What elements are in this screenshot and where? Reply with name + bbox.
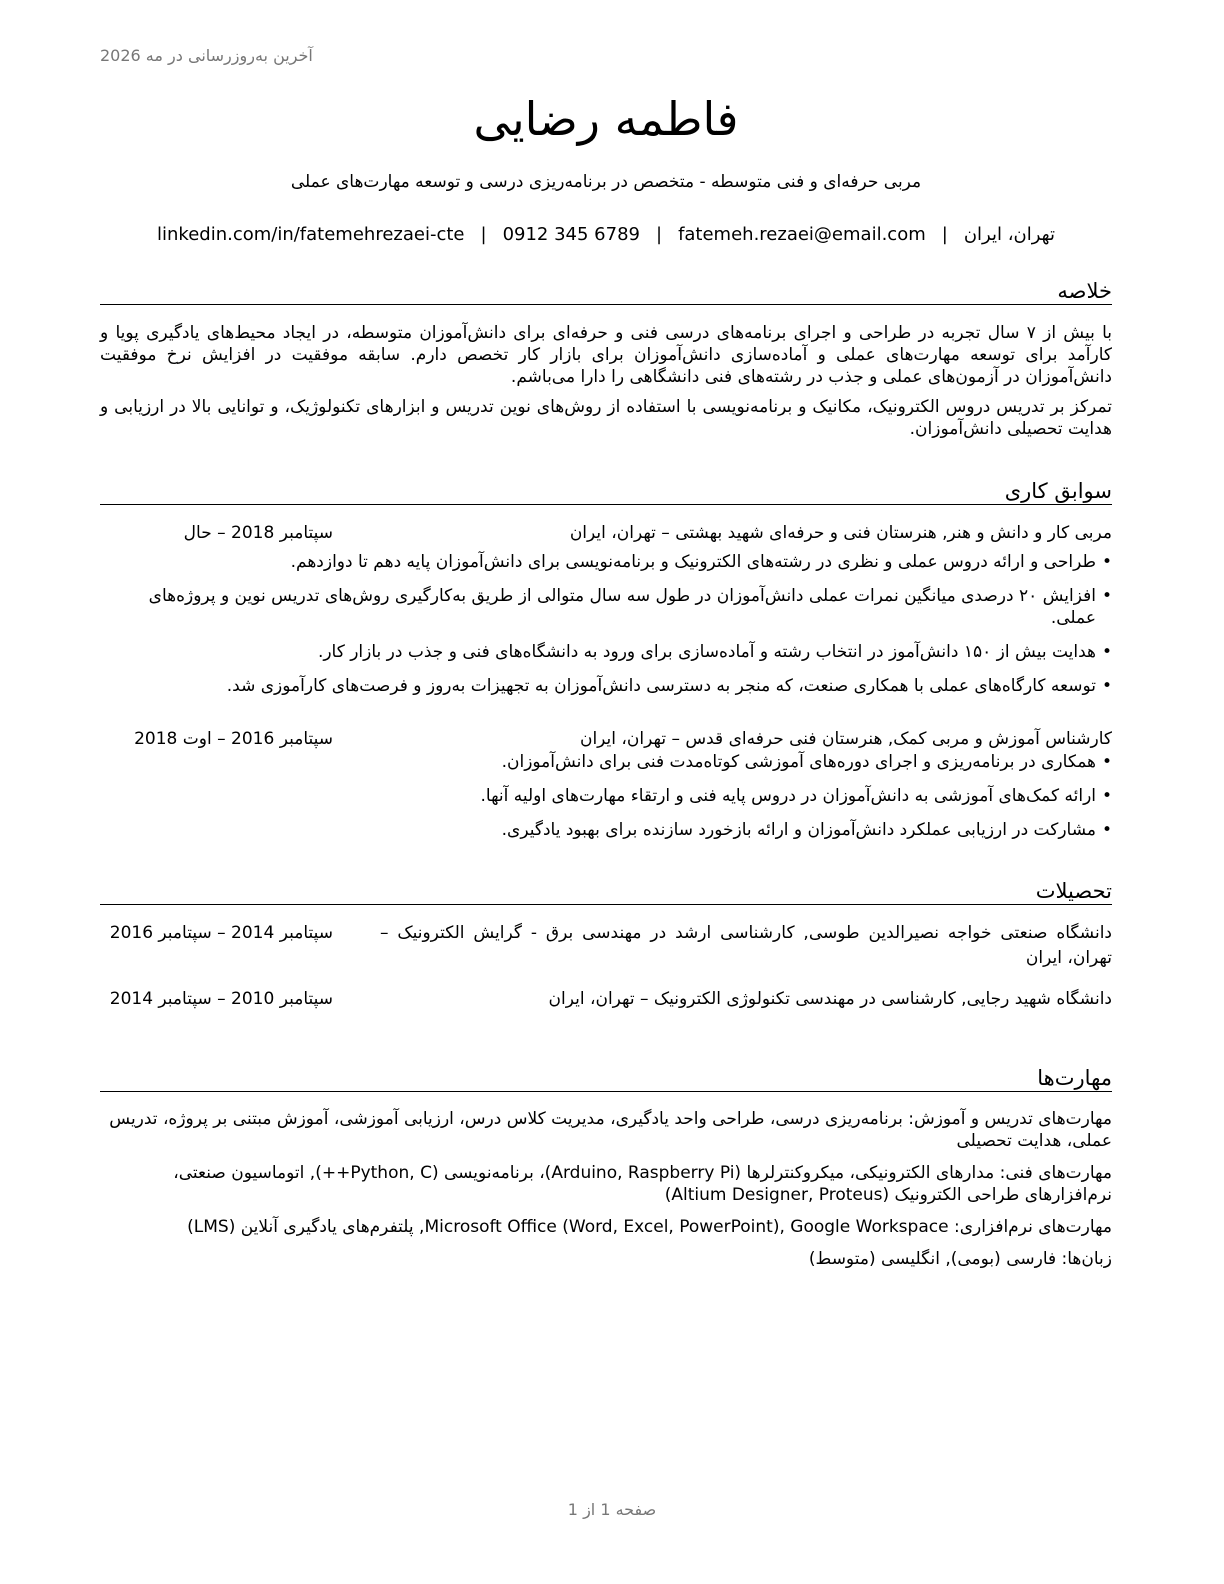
summary-paragraph: با بیش از ۷ سال تجربه در طراحی و اجرای برنامه‌های درسی فنی و حرفه‌ای برای دانش‌آموزان متوسطه، در ایجاد محیط‌های یادگیری پویا و کارآمد برای توسعه مهارت‌های عملی و آماده‌سازی دانش‌آموزان برای بازار کار تخصص دارم. سابقه موفقیت در افزایش نرخ موفقیت دانش‌آموزان در آزمون‌های عملی و جذب در رشته‌های فنی دانشگاهی را دارا می‌باشم. [100,323,1112,387]
skills-heading: مهارت‌ها [100,1065,1112,1092]
last-updated-note: آخرین به‌روزرسانی در مه 2026 [100,46,313,65]
job-title: مربی کار و دانش و هنر, هنرستان فنی و حرفه‌ای شهید بهشتی – تهران، ایران [569,523,1112,543]
job-date: سپتامبر 2016 – اوت 2018 [134,729,333,749]
contact-linkedin[interactable]: linkedin.com/in/fatemehrezaei-cte [157,224,465,245]
contact-separator: | [655,224,663,245]
page-number: صفحه 1 از 1 [567,1500,657,1519]
job-bullet: • هدایت بیش از ۱۵۰ دانش‌آموز در انتخاب رشته و آماده‌سازی برای ورود به دانشگاه‌های فنی و جذب در بازار کار. [100,641,1112,663]
job-entry [100,521,1112,697]
contact-location: تهران، ایران [963,224,1055,245]
skill-line: مهارت‌های تدریس و آموزش: برنامه‌ریزی درسی، طراحی واحد یادگیری، مدیریت کلاس درس، ارزیابی آموزشی، آموزش مبتنی بر پروژه، تدریس عملی، هدایت تحصیلی [109,1109,1112,1151]
contact-line [100,224,1112,245]
education-date: سپتامبر 2014 – سپتامبر 2016 [109,923,333,943]
candidate-name: فاطمه رضایی [473,92,739,146]
job-header [100,521,1112,545]
job-bullet: • توسعه کارگاه‌های عملی با همکاری صنعت، که منجر به دسترسی دانش‌آموزان به تجهیزات به‌روز و فرصت‌های کارآموزی شد. [100,675,1112,697]
job-header [100,727,1112,751]
education-date: سپتامبر 2010 – سپتامبر 2014 [109,989,333,1009]
job-entry [100,727,1112,841]
summary-paragraph: تمرکز بر تدریس دروس الکترونیک، مکانیک و برنامه‌نویسی با استفاده از روش‌های نوین تدریس و ابزارهای تکنولوژیک، و توانایی بالا در ارزیابی و هدایت تحصیلی دانش‌آموزان. [100,397,1112,439]
job-bullet: • همکاری در برنامه‌ریزی و اجرای دوره‌های آموزشی کوتاه‌مدت فنی برای دانش‌آموزان. [100,751,1112,773]
resume-page [100,0,1112,1584]
job-date: سپتامبر 2018 – حال [183,523,333,543]
summary-heading: خلاصه [100,278,1112,305]
skill-line: زبان‌ها: فارسی (بومی), انگلیسی (متوسط) [808,1249,1112,1269]
education-section [100,878,1112,1012]
job-bullets [100,751,1112,841]
job-bullet: • طراحی و ارائه دروس عملی و نظری در رشته‌های الکترونیک و برنامه‌نویسی برای دانش‌آموزان پایه دهم تا دوازدهم. [100,551,1112,573]
contact-phone: 0912 345 6789 [502,224,640,245]
job-bullets [100,551,1112,697]
job-bullet: • ارائه کمک‌های آموزشی به دانش‌آموزان در دروس پایه فنی و ارتقاء مهارت‌های اولیه آنها. [100,785,1112,807]
skill-line: مهارت‌های نرم‌افزاری: Microsoft Office (Word, Excel, PowerPoint), Google Workspace, پلتفرم‌های یادگیری آنلاین (LMS) [187,1217,1112,1237]
experience-heading: سوابق کاری [100,478,1112,505]
education-title: دانشگاه شهید رجایی, کارشناسی در مهندسی تکنولوژی الکترونیک – تهران، ایران [548,989,1112,1009]
skills-section [100,1065,1112,1270]
education-entry [100,921,1112,971]
candidate-subtitle: مربی حرفه‌ای و فنی متوسطه - متخصص در برنامه‌ریزی درسی و توسعه مهارت‌های عملی [290,172,922,192]
education-heading: تحصیلات [100,878,1112,905]
skill-line: مهارت‌های فنی: مدارهای الکترونیکی، میکروکنترلرها (Arduino, Raspberry Pi)، برنامه‌نویسی (Python, C++), اتوماسیون صنعتی، نرم‌افزارهای طراحی الکترونیک (Altium Designer, Proteus) [173,1163,1112,1205]
experience-section [100,478,1112,841]
contact-email[interactable]: fatemeh.rezaei@email.com [678,224,926,245]
job-title: کارشناس آموزش و مربی کمک, هنرستان فنی حرفه‌ای قدس – تهران، ایران [579,729,1112,749]
education-title: دانشگاه صنعتی خواجه نصیرالدین طوسی, کارشناسی ارشد در مهندسی برق - گرایش الکترونیک – تهران، ایران [380,923,1112,968]
job-bullet: • افزایش ۲۰ درصدی میانگین نمرات عملی دانش‌آموزان در طول سه سال متوالی از طریق به‌کارگیری روش‌های تدریس نوین و پروژه‌های عملی. [100,585,1112,629]
contact-separator: | [941,224,948,245]
job-bullet: • مشارکت در ارزیابی عملکرد دانش‌آموزان و ارائه بازخورد سازنده برای بهبود یادگیری. [100,819,1112,841]
summary-section [100,278,1112,440]
education-entry [100,987,1112,1012]
contact-separator: | [480,224,487,245]
